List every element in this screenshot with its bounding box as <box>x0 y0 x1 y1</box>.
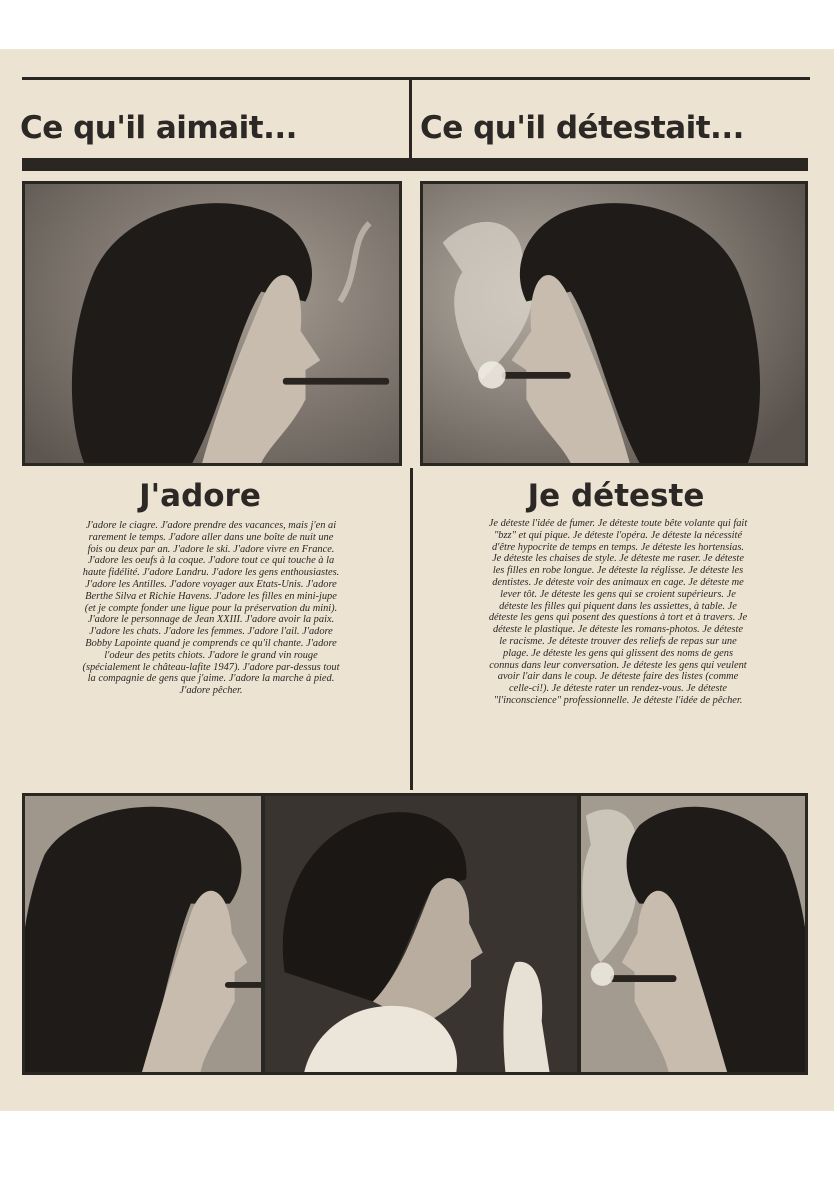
headline-loved: Ce qu'il aimait... <box>20 110 297 146</box>
headline-hated: Ce qu'il détestait... <box>420 110 744 146</box>
headline-underline <box>22 158 808 171</box>
center-divider-middle <box>410 468 413 790</box>
photo-bottom-right <box>578 793 808 1075</box>
top-rule <box>22 77 810 80</box>
photo-bottom-left <box>22 793 264 1075</box>
column-title-adore: J'adore <box>139 478 261 514</box>
column-text-adore: J'adore le ciagre. J'adore prendre des vacances, mais j'en ai rarement le temps. J'adore aller dans une boîte de nuit une fois ou deux par an. J'adore le ski. J'adore vivre en France. J'adore les oeufs à la coque. J'adore tout ce qui touche à la haute fidélité. J'adore Landru. J'adore les gens enthousiastes. J'adore les Antilles. J'adore voyager aux Etats-Unis. J'adore Berthe Silva et Richie Havens. J'adore les filles en mini-jupe (et je compte fonder une ligue pour la préservation du mini). J'adore le personnage de Jean XXIII. J'adore avoir la paix. J'adore les chats. J'adore les femmes. J'adore l'ail. J'adore Bobby Lapointe quand je comprends ce qu'il chante. J'adore l'odeur des petits chiots. J'adore le grand vin rouge (spécialement le château-lafite 1947). J'adore par-dessus tout la compagnie de gens que j'aime. J'adore la marche à pied. J'adore pêcher. <box>82 520 340 697</box>
column-title-deteste: Je déteste <box>527 478 705 514</box>
center-divider-top <box>409 80 412 160</box>
photo-profile-cigar-right <box>22 181 402 466</box>
photo-bottom-center <box>262 793 580 1075</box>
column-text-deteste: Je déteste l'idée de fumer. Je déteste toute bête volante qui fait "bzz" et qui pique. Je déteste l'opéra. Je déteste la nécessité d'être hypocrite de temps en temps. Je déteste les hortensias. Je déteste les chaises de style. Je déteste me raser. Je déteste les filles en robe longue. Je déteste la réglisse. Je déteste les dentistes. Je déteste voir des animaux en cage. Je déteste me lever tôt. Je déteste les gens qui se croient supérieurs. Je déteste les filles qui piquent dans les assiettes, à table. Je déteste les gens qui posent des questions à tort et à travers. Je déteste le plastique. Je déteste les romans-photos. Je déteste le racisme. Je déteste trouver des reliefs de repas sur une plage. Je déteste les gens qui glissent des noms de gens connus dans leur conversation. Je déteste les gens qui veulent avoir l'air dans le coup. Je déteste faire des listes (comme celle-ci!). Je déteste rater un rendez-vous. Je déteste "l'inconscience" professionnelle. Je déteste l'idée de pêcher. <box>488 518 748 706</box>
photo-profile-cigar-left <box>420 181 808 466</box>
